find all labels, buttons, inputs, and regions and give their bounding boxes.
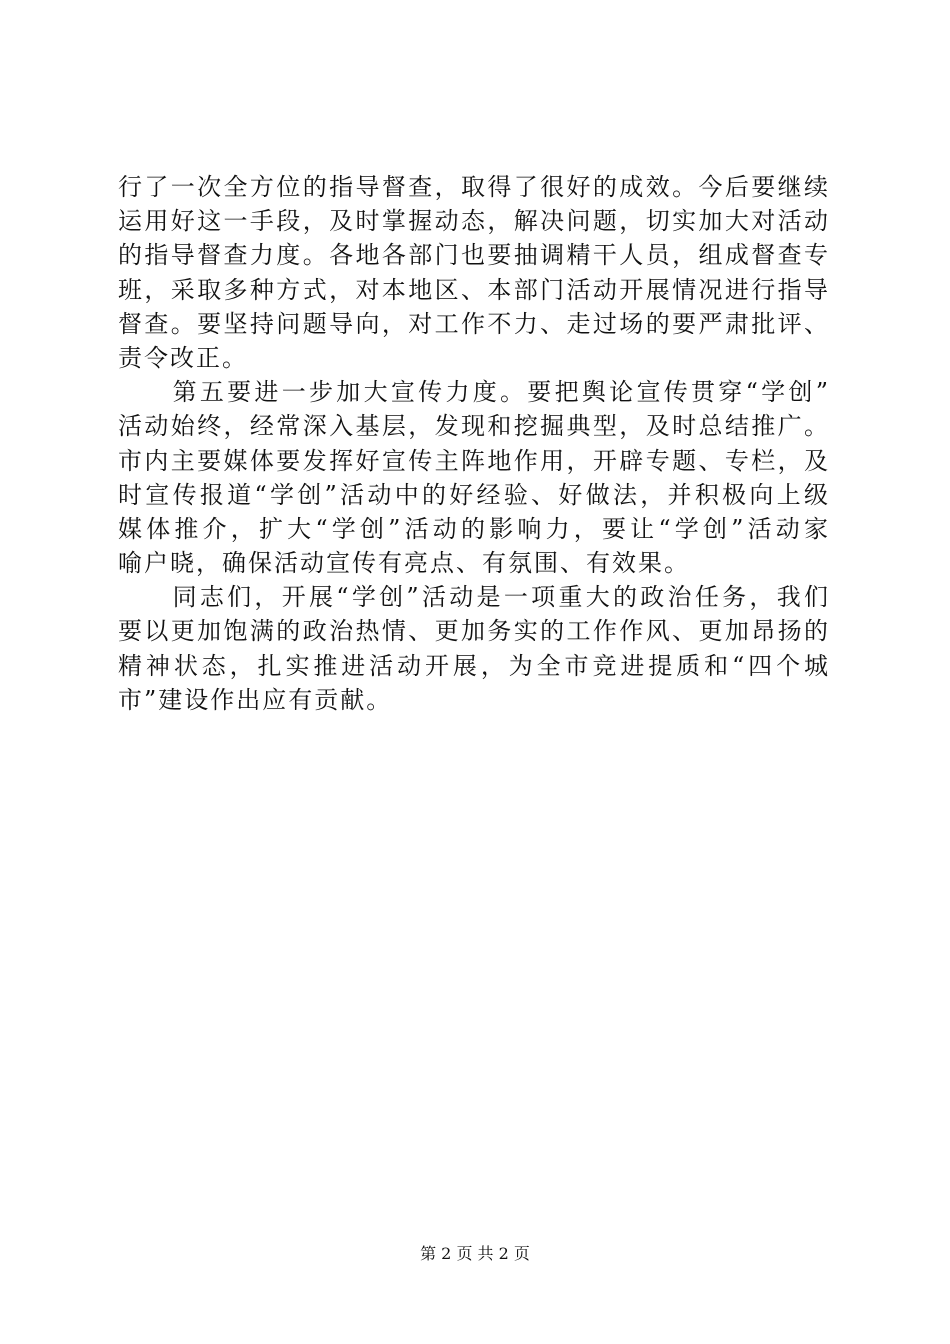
text-line: 市内主要媒体要发挥好宣传主阵地作用，开辟专题、专栏，及 — [118, 446, 830, 475]
text-line: 运用好这一手段，及时掌握动态，解决问题，切实加大对活动 — [118, 207, 830, 236]
text-line: 喻户晓，确保活动宣传有亮点、有氛围、有效果。 — [118, 549, 690, 578]
text-line: 责令改正。 — [118, 343, 248, 372]
text-line: 媒体推介，扩大“学创”活动的影响力，要让“学创”活动家 — [118, 514, 830, 543]
text-line: 督查。要坚持问题导向，对工作不力、走过场的要严肃批评、 — [118, 309, 830, 338]
text-line: 第五要进一步加大宣传力度。要把舆论宣传贯穿“学创” — [118, 378, 830, 407]
text-line: 市”建设作出应有贡献。 — [118, 685, 393, 714]
text-line: 时宣传报道“学创”活动中的好经验、好做法，并积极向上级 — [118, 480, 830, 509]
page-number-footer: 第 2 页 共 2 页 — [420, 1244, 530, 1263]
text-line: 行了一次全方位的指导督查，取得了很好的成效。今后要继续 — [118, 173, 830, 201]
text-line: 精神状态，扎实推进活动开展，为全市竞进提质和“四个城 — [118, 651, 830, 680]
document-body — [118, 170, 830, 717]
text-line: 班，采取多种方式，对本地区、本部门活动开展情况进行指导 — [118, 275, 830, 304]
text-line: 同志们，开展“学创”活动是一项重大的政治任务，我们 — [118, 583, 830, 612]
text-line: 的指导督查力度。各地各部门也要抽调精干人员，组成督查专 — [118, 241, 830, 270]
text-line: 活动始终，经常深入基层，发现和挖掘典型，及时总结推广。 — [118, 412, 830, 441]
text-line: 要以更加饱满的政治热情、更加务实的工作作风、更加昂扬的 — [118, 617, 830, 646]
